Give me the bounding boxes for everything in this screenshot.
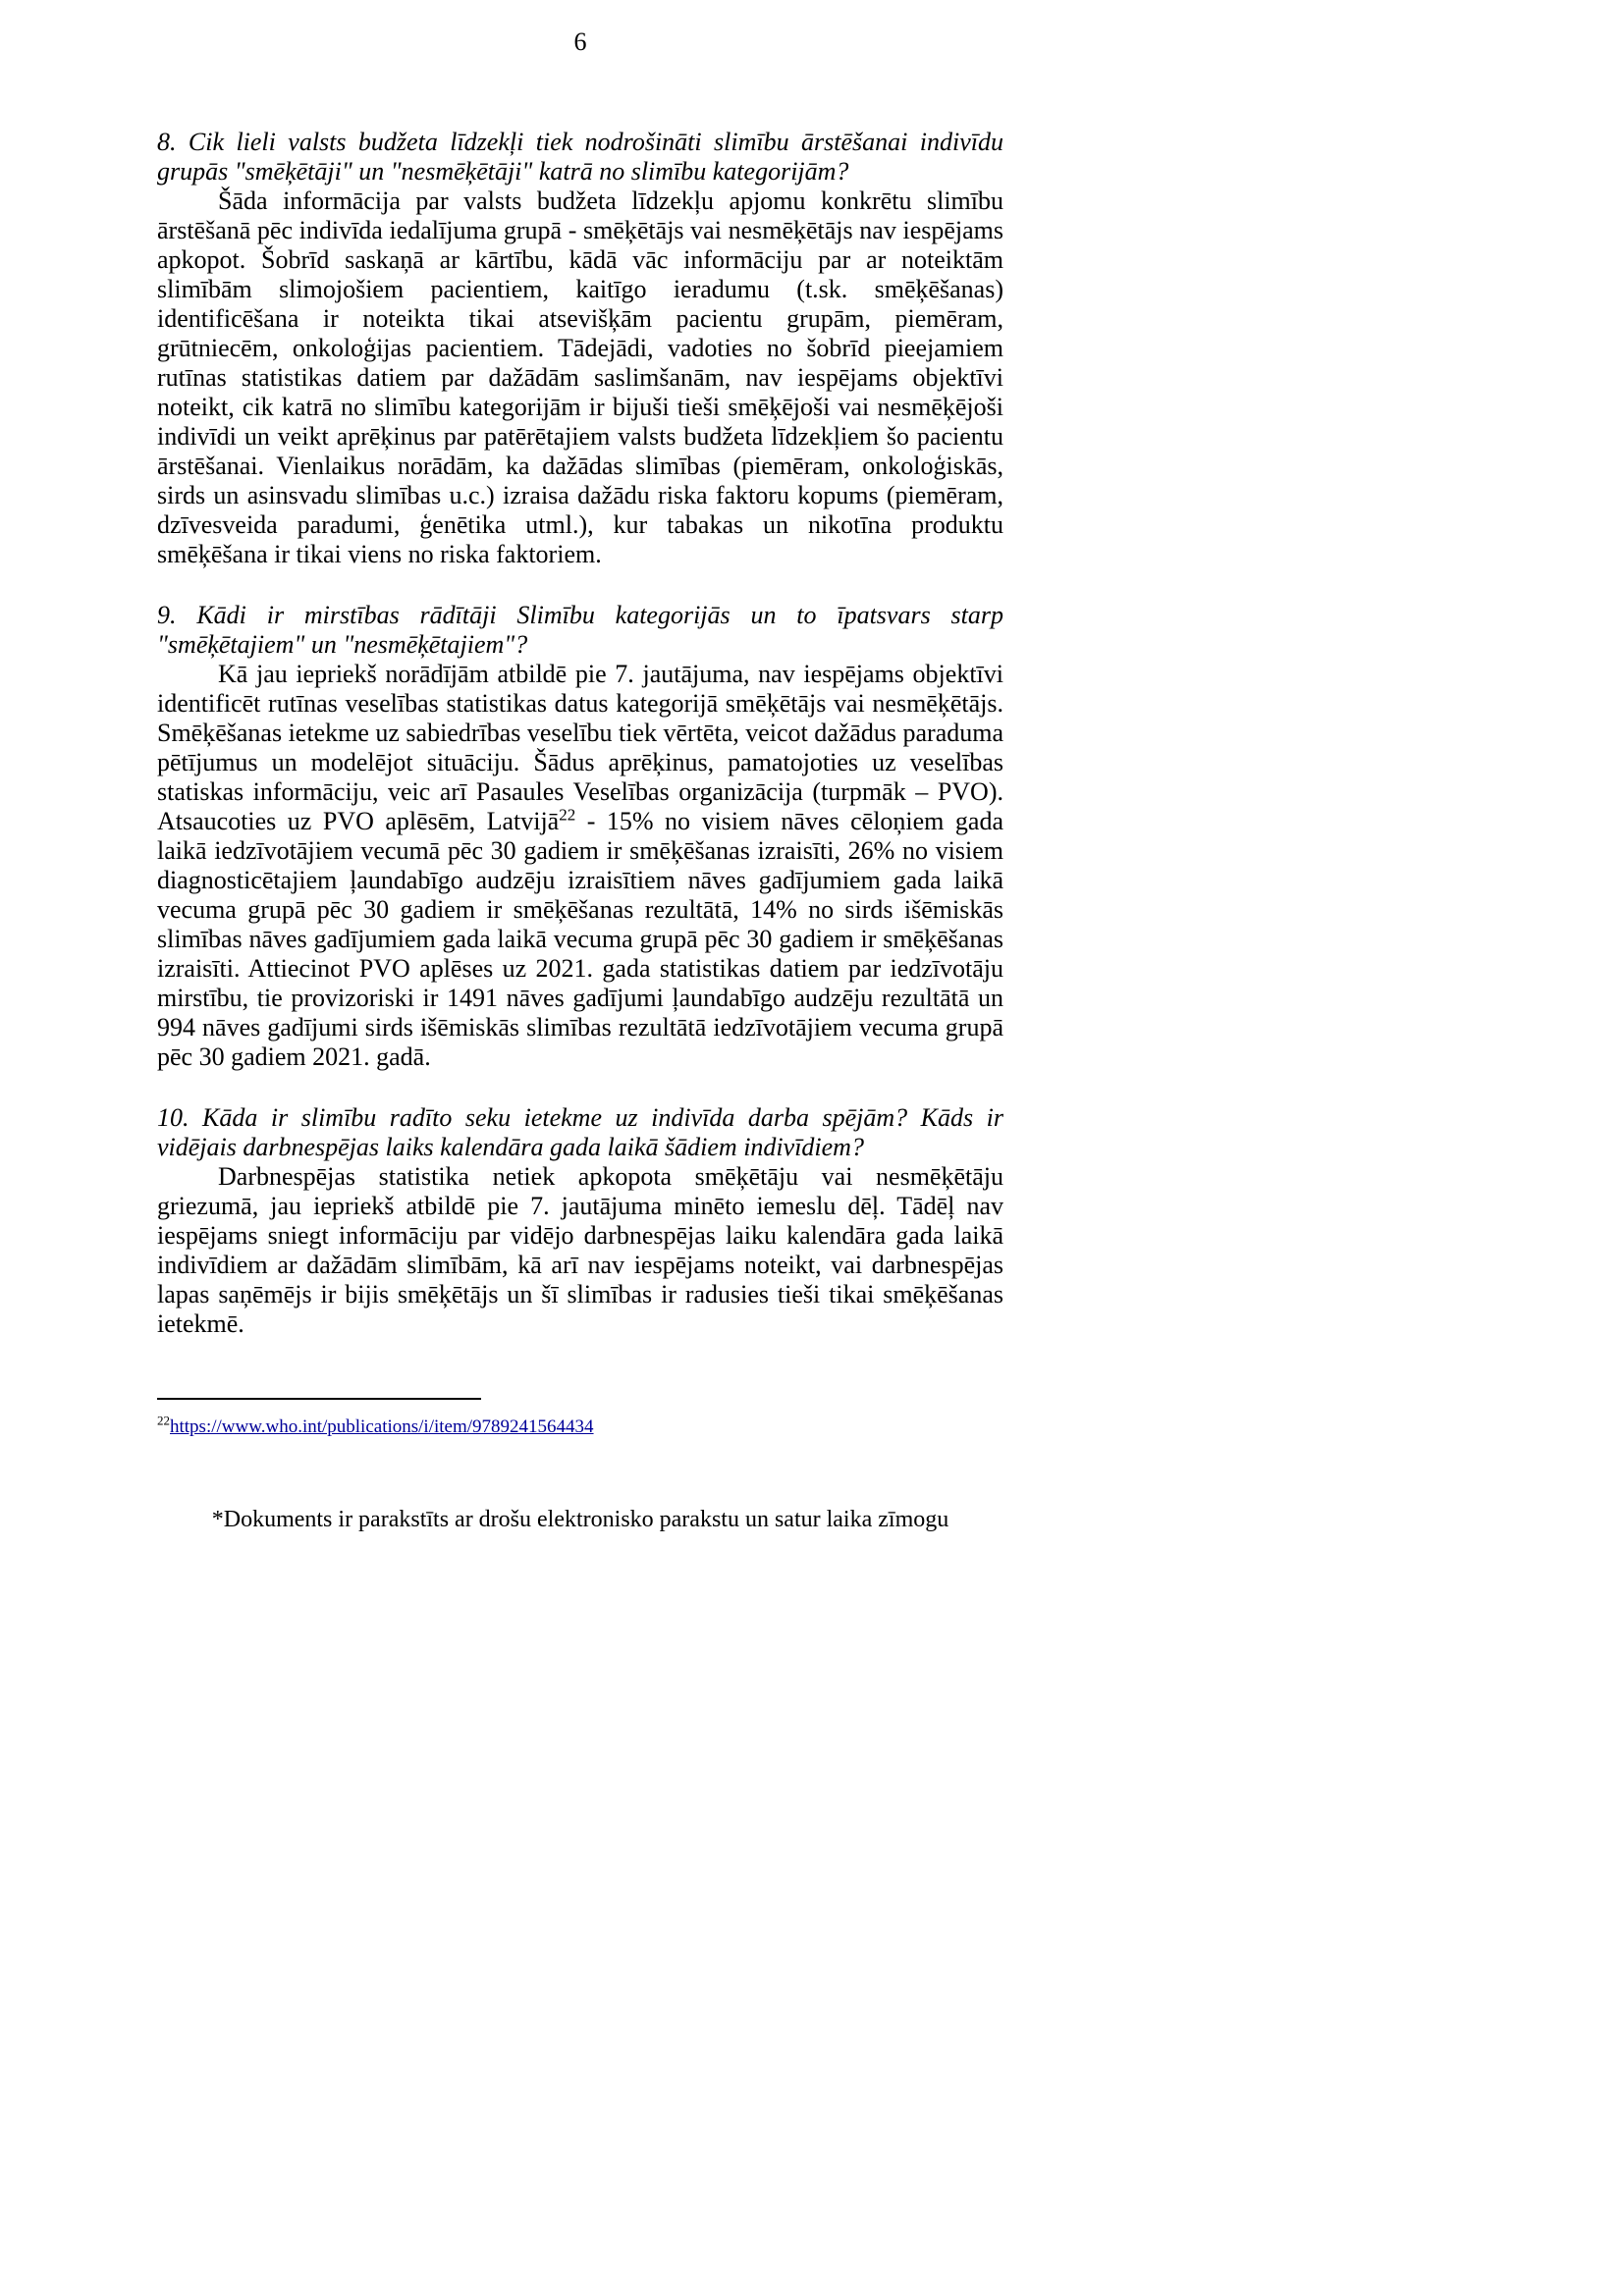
qa-section-9 bbox=[157, 601, 1003, 1072]
answer-9-paragraph bbox=[157, 660, 1003, 1072]
signature-footer: *Dokuments ir parakstīts ar drošu elektronisko parakstu un satur laika zīmogu bbox=[211, 1507, 949, 1532]
page-number: 6 bbox=[573, 27, 587, 56]
question-8-heading: 8. Cik lieli valsts budžeta līdzekļi tiek nodrošināti slimību ārstēšanai indivīdu grupās "smēķētāji" un "nesmēķētāji" katrā no slimību kategorijām? bbox=[157, 128, 1003, 186]
answer-9-text-after-ref: - 15% no visiem nāves cēloņiem gada laikā iedzīvotājiem vecumā pēc 30 gadiem ir smēķēšanas izraisīti, 26% no visiem diagnosticētajiem ļaundabīgo audzēju izraisītiem nāves gadījumiem gada laikā vecuma grupā pēc 30 gadiem ir smēķēšanas rezultātā, 14% no sirds išēmiskās slimības nāves gadījumiem gada laikā vecuma grupā pēc 30 gadiem ir smēķēšanas izraisīti. Attiecinot PVO aplēses uz 2021. gada statistikas datiem par iedzīvotāju mirstību, tie provizoriski ir 1491 nāves gadījumi ļaundabīgo audzēju rezultātā un 994 nāves gadījumi sirds išēmiskās slimības rezultātā iedzīvotājiem vecuma grupā pēc 30 gadiem 2021. gadā. bbox=[157, 807, 1003, 1071]
document-body bbox=[157, 128, 1003, 1339]
question-9-heading: 9. Kādi ir mirstības rādītāji Slimību kategorijās un to īpatsvars starp "smēķētajiem" un "nesmēķētajiem"? bbox=[157, 601, 1003, 659]
answer-10-paragraph: Darbnespējas statistika netiek apkopota smēķētāju vai nesmēķētāju griezumā, jau iepriekš atbildē pie 7. jautājuma minēto iemeslu dēļ. Tādēļ nav iespējams sniegt informāciju par vidējo darbnespējas laiku kalendāra gada laikā indivīdiem ar dažādām slimībām, kā arī nav iespējams noteikt, vai darbnespējas lapas saņēmējs ir bijis smēķētājs un šī slimības ir radusies tieši tikai smēķēšanas ietekmē. bbox=[157, 1162, 1003, 1338]
qa-section-10 bbox=[157, 1103, 1003, 1339]
footnote-marker: 22 bbox=[157, 1413, 170, 1428]
question-10-heading: 10. Kāda ir slimību radīto seku ietekme uz indivīda darba spējām? Kāds ir vidējais darbnespējas laiks kalendāra gada laikā šādiem indivīdiem? bbox=[157, 1103, 1003, 1161]
answer-9-text-before-ref: Kā jau iepriekš norādījām atbildē pie 7. jautājuma, nav iespējams objektīvi identificēt rutīnas veselības statistikas datus kategorijā smēķētājs vai nesmēķētājs. Smēķēšanas ietekme uz sabiedrības veselību tiek vērtēta, veicot dažādus paraduma pētījumus un modelējot situāciju. Šādus aprēķinus, pamatojoties uz veselības statiskas informāciju, veic arī Pasaules Veselības organizācija (turpmāk – PVO). Atsaucoties uz PVO aplēsēm, Latvijā bbox=[157, 660, 1003, 835]
footnote-reference-22: 22 bbox=[559, 805, 576, 825]
footnote-link[interactable]: https://www.who.int/publications/i/item/9789241564434 bbox=[170, 1416, 594, 1437]
answer-8-paragraph: Šāda informācija par valsts budžeta līdzekļu apjomu konkrētu slimību ārstēšanā pēc indivīda iedalījuma grupā - smēķētājs vai nesmēķētājs nav iespējams apkopot. Šobrīd saskaņā ar kārtību, kādā vāc informāciju par ar noteiktām slimībām slimojošiem pacientiem, kaitīgo ieradumu (t.sk. smēķēšanas) identificēšana ir noteikta tikai atsevišķām pacientu grupām, piemēram, grūtniecēm, onkoloģijas pacientiem. Tādejādi, vadoties no šobrīd pieejamiem rutīnas statistikas datiem par dažādām saslimšanām, nav iespējams objektīvi noteikt, cik katrā no slimību kategorijām ir bijuši tieši smēķējoši vai nesmēķējoši indivīdi un veikt aprēķinus par patērētajiem valsts budžeta līdzekļiem šo pacientu ārstēšanai. Vienlaikus norādām, ka dažādas slimības (piemēram, onkoloģiskās, sirds un asinsvadu slimības u.c.) izraisa dažādu riska faktoru kopums (piemēram, dzīvesveida paradumi, ģenētika utml.), kur tabakas un nikotīna produktu smēķēšana ir tikai viens no riska faktoriem. bbox=[157, 187, 1003, 568]
qa-section-8 bbox=[157, 128, 1003, 569]
footnote bbox=[157, 1415, 1003, 1438]
footnote-divider bbox=[157, 1398, 481, 1400]
